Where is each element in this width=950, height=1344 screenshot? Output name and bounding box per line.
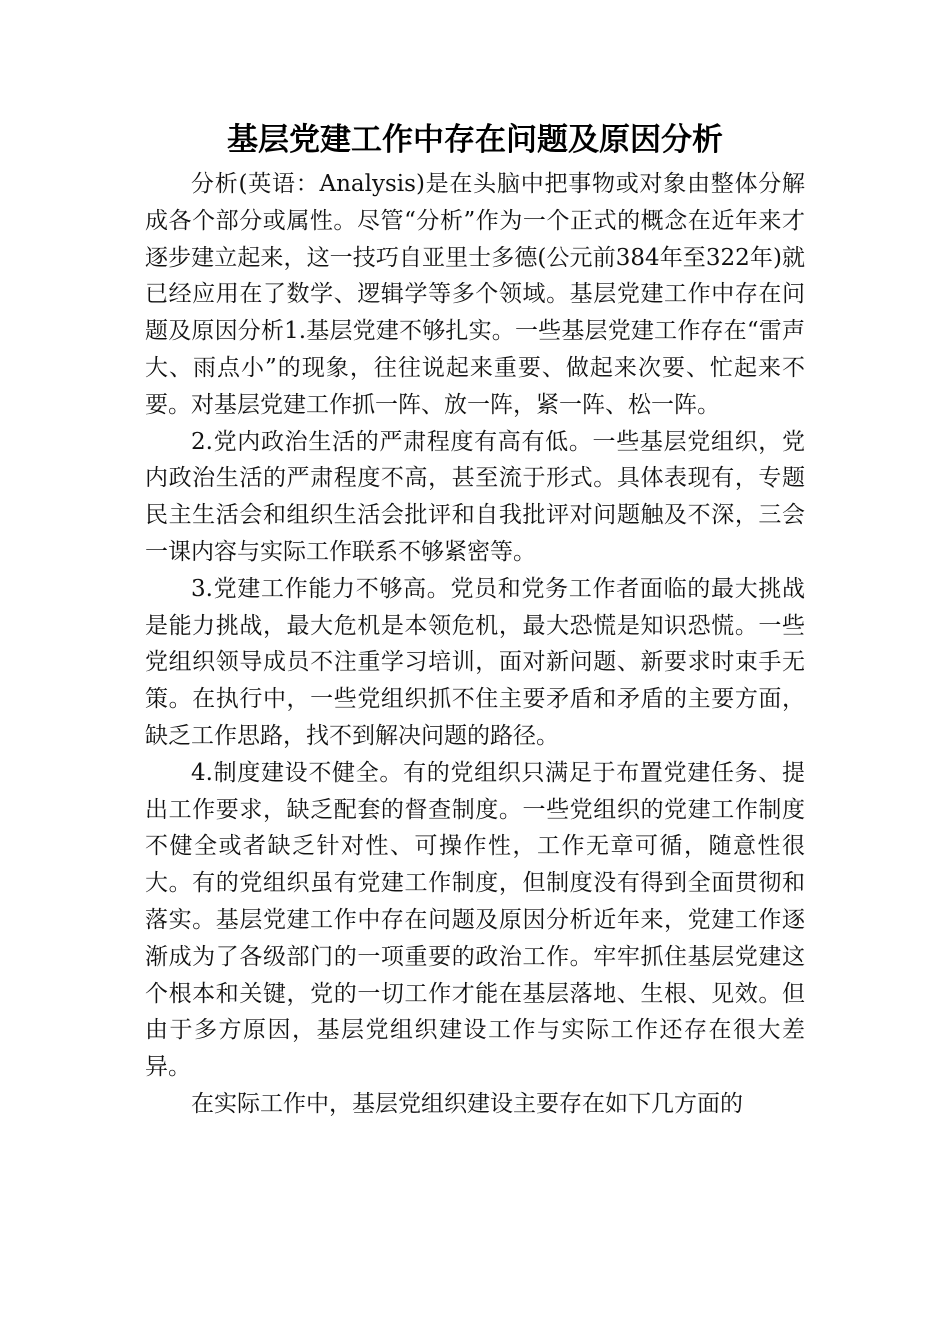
document-body: [145, 166, 805, 1123]
paragraph: 2.党内政治生活的严肃程度有高有低。一些基层党组织，党内政治生活的严肃程度不高，甚至流于形式。具体表现有，专题民主生活会和组织生活会批评和自我批评对问题触及不深，三会一课内容与实际工作联系不够紧密等。: [145, 428, 805, 565]
document-title: 基层党建工作中存在问题及原因分析: [227, 122, 723, 158]
paragraph: 在实际工作中，基层党组织建设主要存在如下几方面的: [191, 1090, 743, 1117]
paragraph: 分析(英语：Analysis)是在头脑中把事物或对象由整体分解成各个部分或属性。尽管“分析”作为一个正式的概念在近年来才逐步建立起来，这一技巧自亚里士多德(公元前384年至322年)就已经应用在了数学、逻辑学等多个领域。基层党建工作中存在问题及原因分析1.基层党建不够扎实。一些基层党建工作存在“雷声大、雨点小”的现象，往往说起来重要、做起来次要、忙起来不要。对基层党建工作抓一阵、放一阵，紧一阵、松一阵。: [145, 171, 805, 418]
paragraph: 3.党建工作能力不够高。党员和党务工作者面临的最大挑战是能力挑战，最大危机是本领危机，最大恐慌是知识恐慌。一些党组织领导成员不注重学习培训，面对新问题、新要求时束手无策。在执行中，一些党组织抓不住主要矛盾和矛盾的主要方面，缺乏工作思路，找不到解决问题的路径。: [145, 575, 805, 749]
paragraph: 4.制度建设不健全。有的党组织只满足于布置党建任务、提出工作要求，缺乏配套的督查制度。一些党组织的党建工作制度不健全或者缺乏针对性、可操作性，工作无章可循，随意性很大。有的党组织虽有党建工作制度，但制度没有得到全面贯彻和落实。基层党建工作中存在问题及原因分析近年来，党建工作逐渐成为了各级部门的一项重要的政治工作。牢牢抓住基层党建这个根本和关键，党的一切工作才能在基层落地、生根、见效。但由于多方原因，基层党组织建设工作与实际工作还存在很大差异。: [145, 759, 805, 1081]
